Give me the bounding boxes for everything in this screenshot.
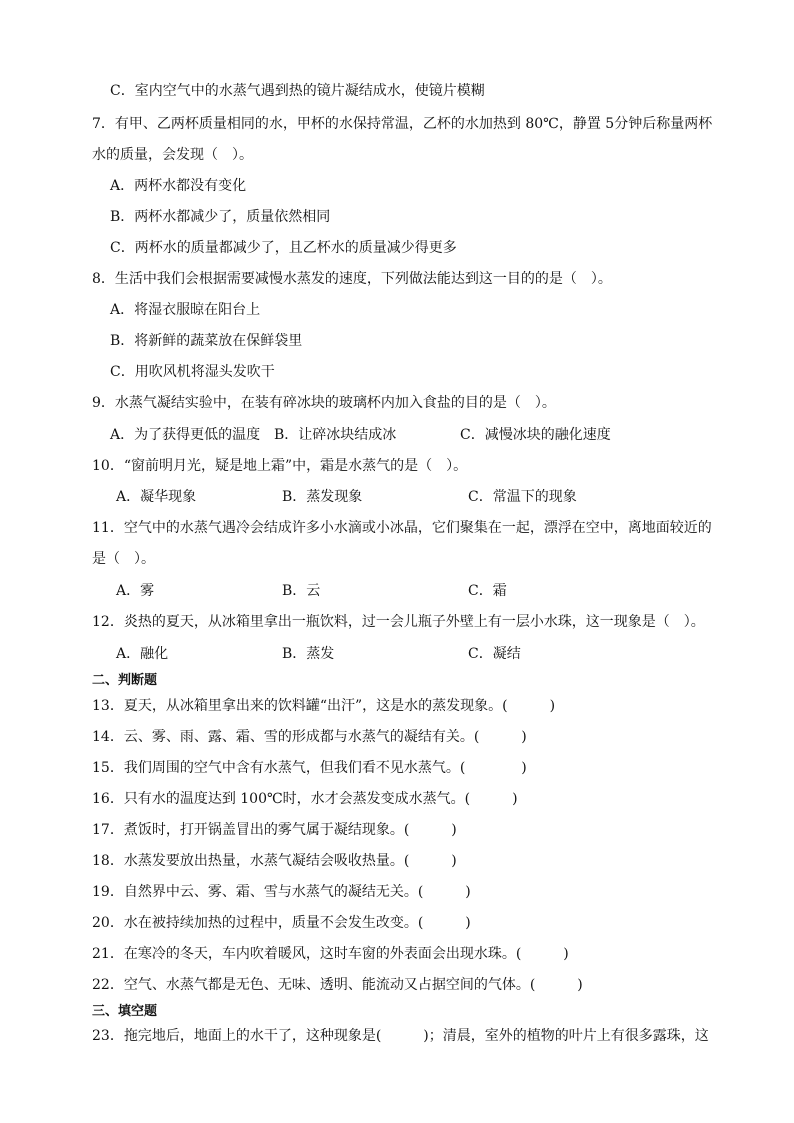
q11-option-b: B．云 xyxy=(282,583,321,599)
q9-options xyxy=(110,426,670,444)
q10-stem: 10．“窗前明月光，疑是地上霜”中，霜是水蒸气的是（ ）。 xyxy=(92,458,468,474)
judge-item-15: 15．我们周围的空气中含有水蒸气，但我们看不见水蒸气。( ) xyxy=(92,760,527,776)
judge-item-13: 13．夏天，从冰箱里拿出来的饮料罐“出汗”，这是水的蒸发现象。( ) xyxy=(92,698,556,714)
q11-option-a: A．雾 xyxy=(116,583,155,599)
q23-stem: 23．拖完地后，地面上的水干了，这种现象是( )；清晨，室外的植物的叶片上有很多露珠，这 xyxy=(92,1028,709,1044)
judge-item-14: 14．云、雾、雨、露、霜、雪的形成都与水蒸气的凝结有关。( ) xyxy=(92,729,527,745)
judge-item-18: 18．水蒸发要放出热量，水蒸气凝结会吸收热量。( ) xyxy=(92,853,457,869)
section-heading-judgement: 二、判断题 xyxy=(92,673,158,688)
q9-stem: 9．水蒸气凝结实验中，在装有碎冰块的玻璃杯内加入食盐的目的是（ ）。 xyxy=(92,395,556,411)
section-heading-fill-blank: 三、填空题 xyxy=(92,1004,158,1019)
q11-stem-line2: 是（ ）。 xyxy=(92,551,155,567)
q11-option-c: C．霜 xyxy=(468,583,507,599)
q12-option-c: C．凝结 xyxy=(468,646,521,662)
judge-item-17: 17．煮饭时，打开锅盖冒出的雾气属于凝结现象。( ) xyxy=(92,822,457,838)
q7-stem-line2: 水的质量，会发现（ ）。 xyxy=(92,147,253,163)
q10-option-c: C．常温下的现象 xyxy=(468,489,577,505)
q12-options xyxy=(116,645,676,663)
q11-options xyxy=(116,582,676,600)
q8-option-c: C．用吹风机将湿头发吹干 xyxy=(110,364,275,380)
judge-item-20: 20．水在被持续加热的过程中，质量不会发生改变。( ) xyxy=(92,915,471,931)
q9-option-b: B．让碎冰块结成冰 xyxy=(274,427,397,443)
q7-option-c: C．两杯水的质量都减少了，且乙杯水的质量减少得更多 xyxy=(110,240,457,256)
q8-option-b: B．将新鲜的蔬菜放在保鲜袋里 xyxy=(110,333,303,349)
q12-option-a: A．融化 xyxy=(116,646,169,662)
q8-option-a: A．将湿衣服晾在阳台上 xyxy=(110,302,261,318)
q8-stem: 8．生活中我们会根据需要减慢水蒸发的速度，下列做法能达到这一目的的是（ ）。 xyxy=(92,271,612,287)
q7-option-a: A．两杯水都没有变化 xyxy=(110,178,247,194)
q10-option-a: A．凝华现象 xyxy=(116,489,197,505)
q9-option-c: C．减慢冰块的融化速度 xyxy=(460,427,611,443)
q7-option-b: B．两杯水都减少了，质量依然相同 xyxy=(110,209,331,225)
q9-option-a: A．为了获得更低的温度 xyxy=(110,427,261,443)
q10-option-b: B．蒸发现象 xyxy=(282,489,363,505)
q12-stem: 12．炎热的夏天，从冰箱里拿出一瓶饮料，过一会儿瓶子外壁上有一层小水珠，这一现象是（ ）。 xyxy=(92,614,705,630)
q6-option-c: C．室内空气中的水蒸气遇到热的镜片凝结成水，使镜片模糊 xyxy=(110,83,485,99)
judge-item-22: 22．空气、水蒸气都是无色、无味、透明、能流动又占据空间的气体。( ) xyxy=(92,977,583,993)
q10-options xyxy=(116,488,676,506)
q7-stem-line1: 7．有甲、乙两杯质量相同的水，甲杯的水保持常温，乙杯的水加热到 80℃，静置 5分钟后称量两杯 xyxy=(92,116,713,132)
q11-stem-line1: 11．空气中的水蒸气遇冷会结成许多小水滴或小冰晶，它们聚集在一起，漂浮在空中，离地面较近的 xyxy=(92,520,712,536)
judge-item-19: 19．自然界中云、雾、霜、雪与水蒸气的凝结无关。( ) xyxy=(92,884,471,900)
judge-item-21: 21．在寒冷的冬天，车内吹着暖风，这时车窗的外表面会出现水珠。( ) xyxy=(92,946,569,962)
judge-item-16: 16．只有水的温度达到 100℃时，水才会蒸发变成水蒸气。( ) xyxy=(92,791,518,807)
q12-option-b: B．蒸发 xyxy=(282,646,335,662)
